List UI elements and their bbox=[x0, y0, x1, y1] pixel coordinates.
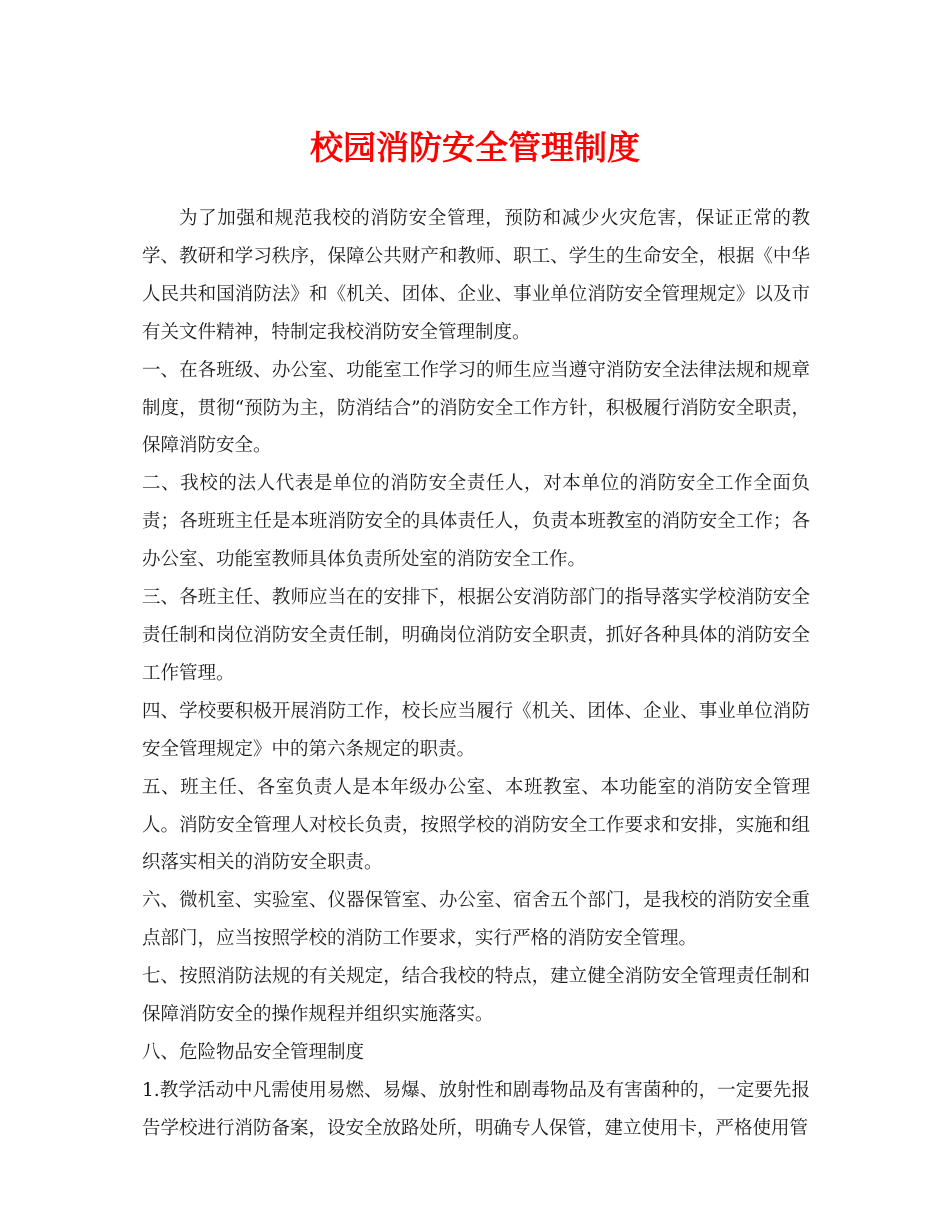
page-title: 校园消防安全管理制度 bbox=[310, 128, 640, 167]
clause-8-item-1: 1.教学活动中凡需使用易燃、易爆、放射性和剧毒物品及有害菌种的，一定要先报告学校进行消防备案，设安全放路处所，明确专人保管，建立使用卡，严格使用管 bbox=[142, 1079, 810, 1139]
intro-paragraph: 为了加强和规范我校的消防安全管理，预防和减少火灾危害，保证正常的教学、教研和学习秩序，保障公共财产和教师、职工、学生的生命安全，根据《中华人民共和国消防法》和《机关、团体、企业、事业单位消防安全管理规定》以及市有关文件精神，特制定我校消防安全管理制度。 bbox=[142, 208, 810, 343]
clause-2: 二、我校的法人代表是单位的消防安全责任人，对本单位的消防安全工作全面负责；各班班主任是本班消防安全的具体责任人，负责本班教室的消防安全工作；各办公室、功能室教师具体负责所处室的消防安全工作。 bbox=[142, 473, 810, 571]
clause-4: 四、学校要积极开展消防工作，校长应当履行《机关、团体、企业、事业单位消防安全管理规定》中的第六条规定的职责。 bbox=[142, 700, 810, 760]
clause-3: 三、各班主任、教师应当在的安排下，根据公安消防部门的指导落实学校消防安全责任制和岗位消防安全责任制，明确岗位消防安全职责，抓好各种具体的消防安全工作管理。 bbox=[142, 587, 810, 684]
clause-8-heading: 八、危险物品安全管理制度 bbox=[142, 1041, 365, 1063]
document-body bbox=[142, 200, 810, 1148]
clause-7: 七、按照消防法规的有关规定，结合我校的特点，建立健全消防安全管理责任制和保障消防安全的操作规程并组织实施落实。 bbox=[142, 966, 810, 1026]
clause-5: 五、班主任、各室负责人是本年级办公室、本班教室、本功能室的消防安全管理人。消防安全管理人对校长负责，按照学校的消防安全工作要求和安排，实施和组织落实相关的消防安全职责。 bbox=[142, 776, 810, 874]
clause-1: 一、在各班级、办公室、功能室工作学习的师生应当遵守消防安全法律法规和规章制度，贯彻“预防为主，防消结合”的消防安全工作方针，积极履行消防安全职责，保障消防安全。 bbox=[142, 359, 810, 457]
clause-6: 六、微机室、实验室、仪器保管室、办公室、宿舍五个部门，是我校的消防安全重点部门，应当按照学校的消防工作要求，实行严格的消防安全管理。 bbox=[142, 890, 810, 950]
